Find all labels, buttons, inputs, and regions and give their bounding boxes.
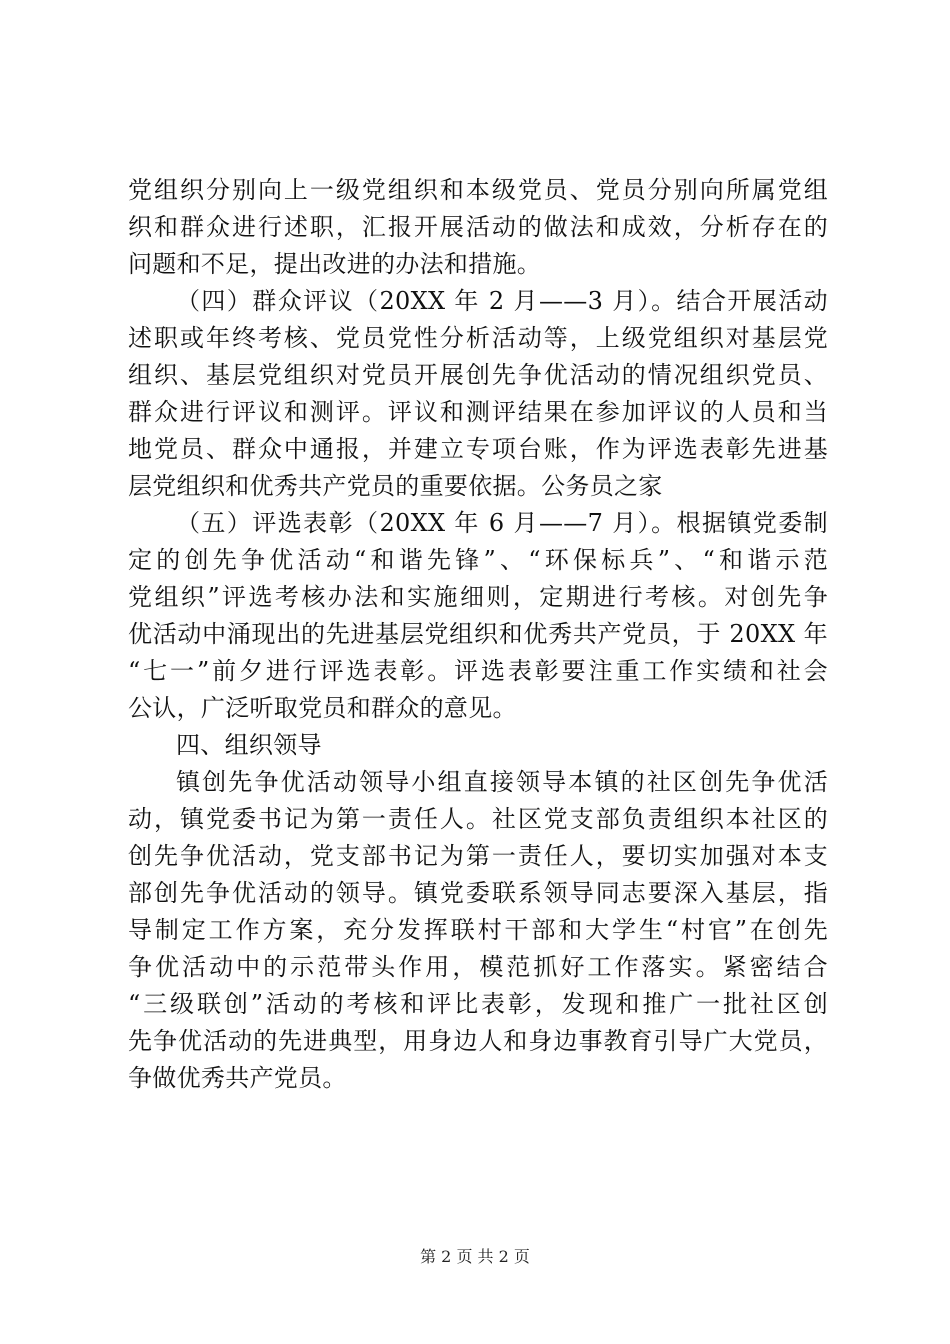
body-line: 争优活动中的示范带头作用，模范抓好工作落实。紧密结合 [128,953,828,981]
body-line: 动，镇党委书记为第一责任人。社区党支部负责组织本社区的 [128,805,828,833]
body-line: 公认，广泛听取党员和群众的意见。 [128,694,517,722]
body-line: 地党员、群众中通报，并建立专项台账，作为评选表彰先进基 [128,435,828,463]
body-line: 层党组织和优秀共产党员的重要依据。公务员之家 [128,472,663,500]
body-line: 织和群众进行述职，汇报开展活动的做法和成效，分析存在的 [128,213,828,241]
body-line: 组织、基层党组织对党员开展创先争优活动的情况组织党员、 [128,361,828,389]
body-line: 群众进行评议和测评。评议和测评结果在参加评议的人员和当 [128,398,828,426]
body-line: “七一”前夕进行评选表彰。评选表彰要注重工作实绩和社会 [128,657,828,685]
body-line: 创先争优活动，党支部书记为第一责任人，要切实加强对本支 [128,842,828,870]
body-line: 定的创先争优活动“和谐先锋”、“环保标兵”、“和谐示范 [128,546,828,574]
body-line: 优活动中涌现出的先进基层党组织和优秀共产党员，于 20XX 年 [128,620,828,648]
body-line: 述职或年终考核、党员党性分析活动等，上级党组织对基层党 [128,324,828,352]
body-line: “三级联创”活动的考核和评比表彰，发现和推广一批社区创 [128,990,828,1018]
body-line: 部创先争优活动的领导。镇党委联系领导同志要深入基层，指 [128,879,828,907]
body-line: 争做优秀共产党员。 [128,1064,347,1092]
document-body [128,172,828,1097]
body-line: 导制定工作方案，充分发挥联村干部和大学生“村官”在创先 [128,916,828,944]
body-line: 问题和不足，提出改进的办法和措施。 [128,250,542,278]
body-line: 党组织”评选考核办法和实施细则，定期进行考核。对创先争 [128,583,828,611]
body-line: 先争优活动的先进典型，用身边人和身边事教育引导广大党员， [128,1027,828,1055]
body-line: （四）群众评议（20XX 年 2 月——3 月）。结合开展活动 [176,287,828,315]
body-line: 镇创先争优活动领导小组直接领导本镇的社区创先争优活 [176,768,828,796]
body-line: 四、组织领导 [176,731,322,759]
page-footer: 第 2 页 共 2 页 [420,1247,530,1266]
body-line: （五）评选表彰（20XX 年 6 月——7 月）。根据镇党委制 [176,509,828,537]
body-line: 党组织分别向上一级党组织和本级党员、党员分别向所属党组 [128,176,828,204]
